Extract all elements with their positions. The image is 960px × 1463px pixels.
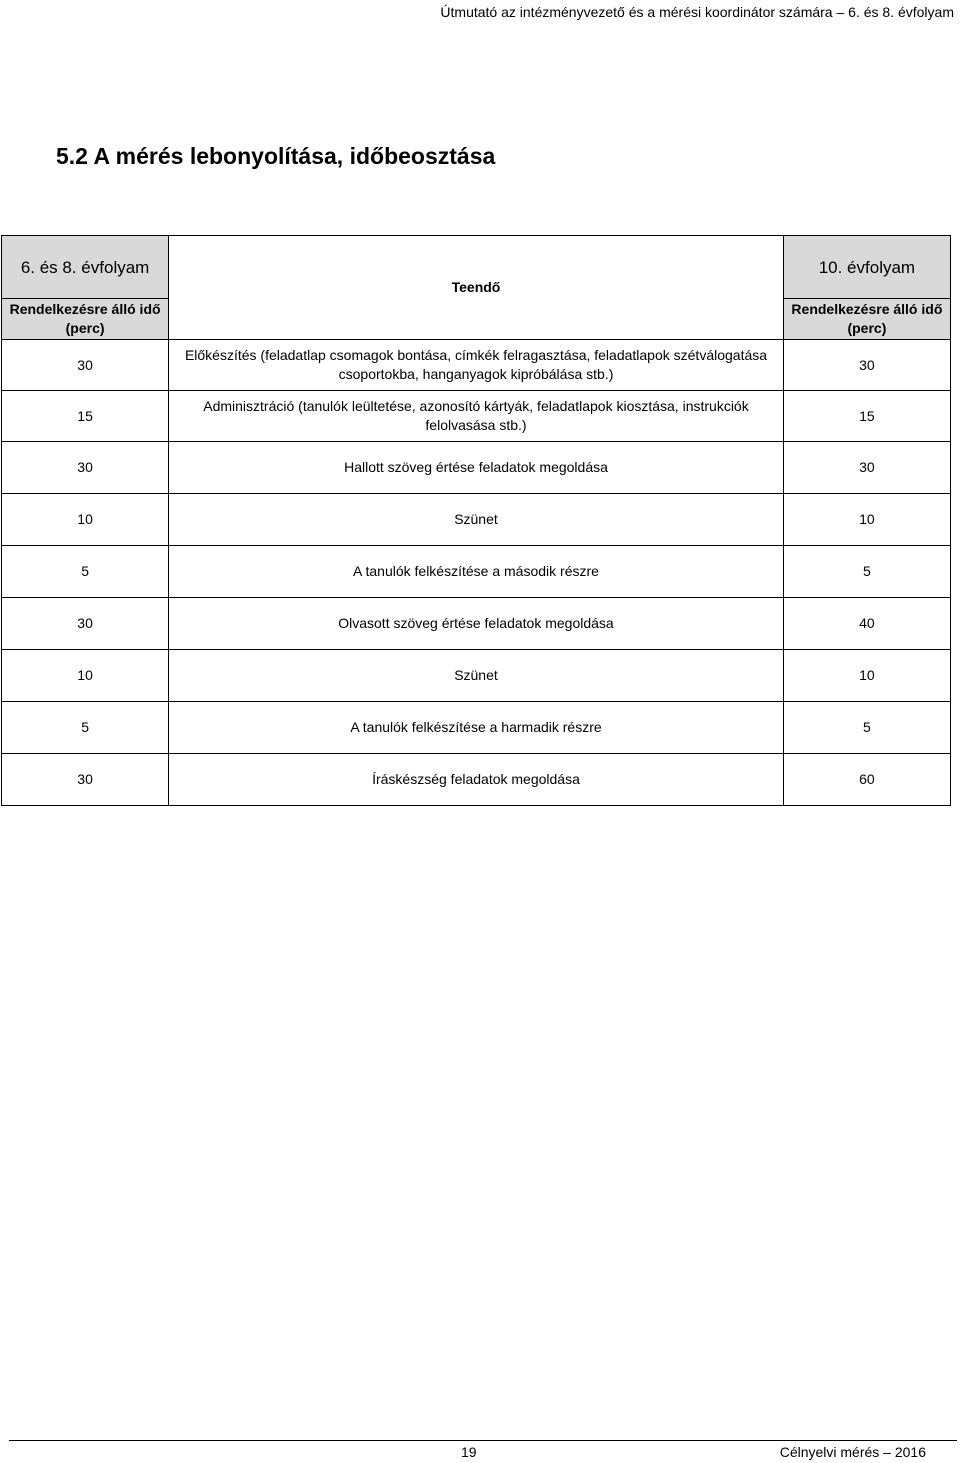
left-time-cell: 5 bbox=[2, 546, 169, 598]
task-cell: A tanulók felkészítése a harmadik részre bbox=[169, 702, 784, 754]
table-row bbox=[2, 546, 951, 598]
left-grade-header: 6. és 8. évfolyam bbox=[2, 236, 169, 299]
left-time-cell: 15 bbox=[2, 391, 169, 442]
task-cell: Olvasott szöveg értése feladatok megoldása bbox=[169, 598, 784, 650]
left-time-cell: 30 bbox=[2, 598, 169, 650]
right-grade-header: 10. évfolyam bbox=[783, 236, 950, 299]
task-cell: Adminisztráció (tanulók leültetése, azonosító kártyák, feladatlapok kiosztása, instrukciók felolvasása stb.) bbox=[169, 391, 784, 442]
right-time-cell: 60 bbox=[783, 754, 950, 806]
schedule-table bbox=[1, 235, 951, 806]
right-time-cell: 30 bbox=[783, 442, 950, 494]
left-time-cell: 30 bbox=[2, 442, 169, 494]
left-time-cell: 10 bbox=[2, 650, 169, 702]
footer-title: Célnyelvi mérés – 2016 bbox=[779, 1444, 926, 1460]
table-row bbox=[2, 650, 951, 702]
table-row bbox=[2, 391, 951, 442]
table-row bbox=[2, 442, 951, 494]
section-title: 5.2 A mérés lebonyolítása, időbeosztása bbox=[56, 143, 496, 169]
table-row bbox=[2, 702, 951, 754]
table-row bbox=[2, 340, 951, 391]
table-row bbox=[2, 598, 951, 650]
task-cell: Íráskészség feladatok megoldása bbox=[169, 754, 784, 806]
task-cell: Hallott szöveg értése feladatok megoldása bbox=[169, 442, 784, 494]
left-time-cell: 5 bbox=[2, 702, 169, 754]
page-footer bbox=[9, 1440, 957, 1460]
left-time-cell: 30 bbox=[2, 754, 169, 806]
running-header: Útmutató az intézményvezető és a mérési koordinátor számára – 6. és 8. évfolyam bbox=[440, 4, 954, 20]
right-time-cell: 15 bbox=[783, 391, 950, 442]
right-time-header: Rendelkezésre álló idő (perc) bbox=[783, 299, 950, 340]
task-column-header: Teendő bbox=[169, 236, 784, 340]
table-row bbox=[2, 494, 951, 546]
right-time-cell: 10 bbox=[783, 494, 950, 546]
task-cell: Szünet bbox=[169, 494, 784, 546]
table-row bbox=[2, 754, 951, 806]
task-cell: Szünet bbox=[169, 650, 784, 702]
right-time-cell: 5 bbox=[783, 546, 950, 598]
task-cell: A tanulók felkészítése a második részre bbox=[169, 546, 784, 598]
task-cell: Előkészítés (feladatlap csomagok bontása, címkék felragasztása, feladatlapok szétválogatása csoportokba, hanganyagok kipróbálása stb.) bbox=[169, 340, 784, 391]
right-time-cell: 40 bbox=[783, 598, 950, 650]
left-time-cell: 30 bbox=[2, 340, 169, 391]
right-time-cell: 10 bbox=[783, 650, 950, 702]
left-time-cell: 10 bbox=[2, 494, 169, 546]
right-time-cell: 30 bbox=[783, 340, 950, 391]
page-number: 19 bbox=[461, 1444, 477, 1460]
right-time-cell: 5 bbox=[783, 702, 950, 754]
left-time-header: Rendelkezésre álló idő (perc) bbox=[2, 299, 169, 340]
